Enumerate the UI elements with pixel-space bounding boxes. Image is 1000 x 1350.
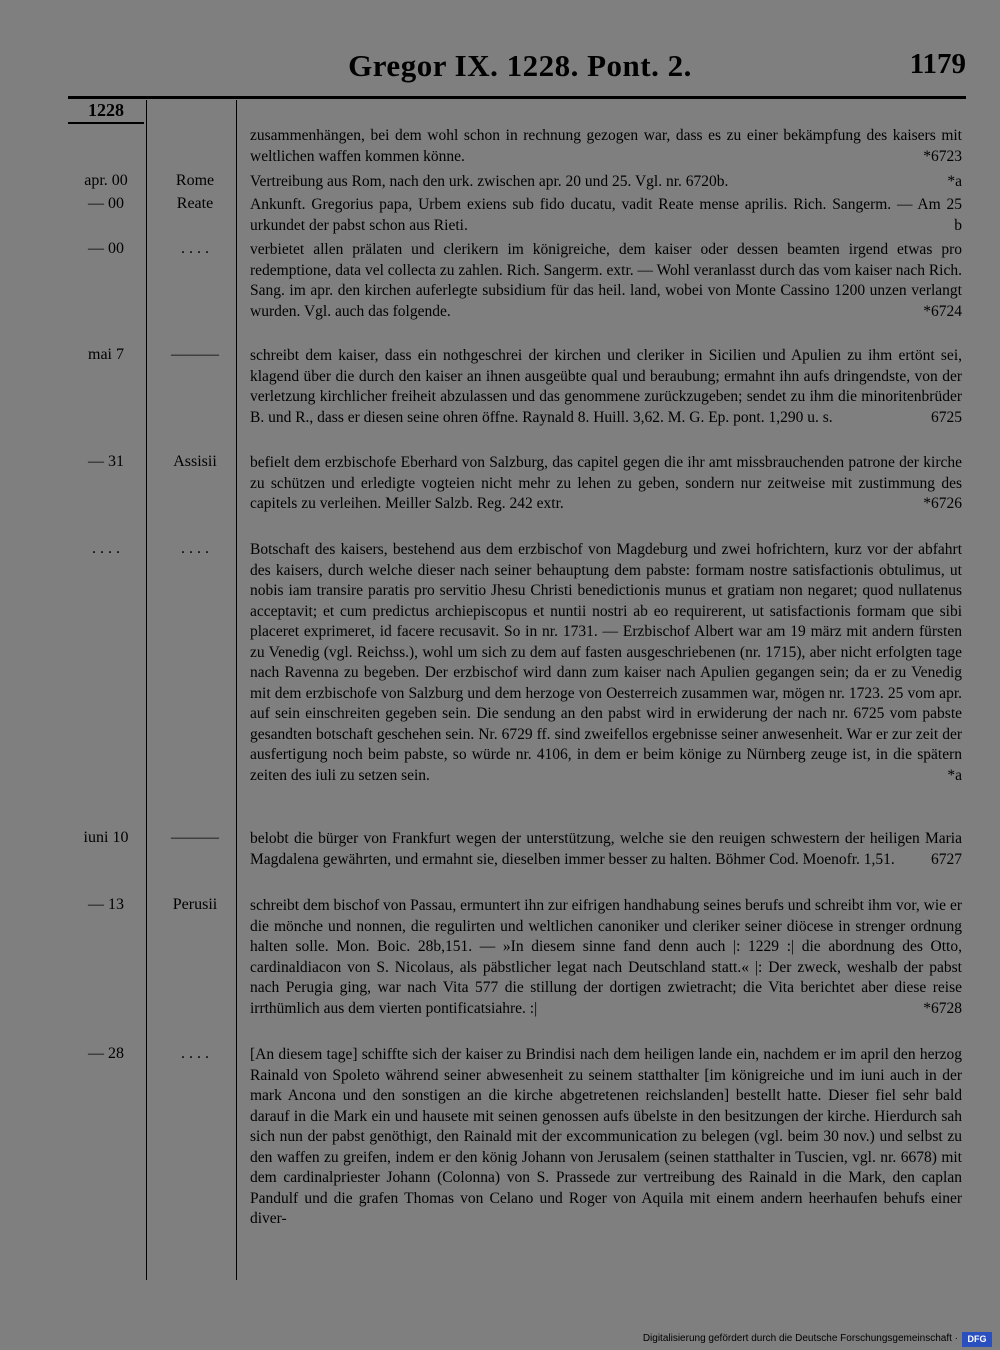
year-box (68, 100, 144, 124)
entry-place: Rome (175, 172, 215, 189)
entry-place: . . . . (181, 540, 209, 557)
entry-text: belobt die bürger von Frankfurt wegen der unterstützung, welche sie den reuigen schwestern der heiligen Maria Magdalena gewährten, und ermahnt sie, dieselben immer besser zu halten. Böhmer Cod. Moenofr. 1,51. (250, 830, 962, 868)
header-rule (68, 96, 966, 99)
page-title: Gregor IX. 1228. Pont. 2. (348, 48, 692, 83)
entry-text: Ankunft. Gregorius papa, Urbem exiens sub fido ducatu, vadit Reate mense aprilis. Rich. Sangerm. — Am 25 urkundet der pabst schon aus Rieti. (250, 196, 962, 234)
column-divider-date (146, 100, 147, 1280)
list-item (250, 829, 962, 870)
list-item (250, 240, 962, 322)
list-item (250, 896, 962, 1019)
entry-text: befielt dem erzbischofe Eberhard von Salzburg, das capitel gegen die ihr amt missbrauchenden patrone der kirche zu schützen und erledigte vogteien nicht mehr zu lehen zu geben, sondern nur zeitweise mit zustimmung des capitels zu verleihen. Meiller Salzb. Reg. 242 extr. (250, 454, 962, 512)
list-item (250, 172, 962, 193)
page-header (0, 48, 1000, 92)
year-label: 1228 (88, 100, 124, 120)
entry-ref: *6728 (923, 999, 962, 1017)
entry-ref: *a (947, 766, 962, 784)
entry-ref: *6723 (923, 147, 962, 165)
column-divider-place (236, 100, 237, 1280)
entry-place: . . . . (181, 1045, 209, 1062)
entry-date: . . . . (92, 540, 120, 557)
list-item (250, 346, 962, 428)
entry-date: mai 7 (88, 346, 124, 363)
list-item (250, 1045, 962, 1230)
page-number: 1179 (909, 48, 966, 80)
list-item (250, 195, 962, 236)
list-item (250, 126, 962, 167)
entry-ref: *a (947, 173, 962, 190)
entry-place: ——— (171, 346, 219, 363)
entry-ref: *6726 (923, 495, 962, 512)
entry-place: ——— (171, 829, 219, 846)
entry-text: [An diesem tage] schiffte sich der kaiser zu Brindisi nach dem heiligen lande ein, nachdem er im april den herzog Rainald von Spoleto während seiner abwesenheit zu seinem statthalter [im königreiche und im iuni auch in der mark Ancona und den sonstigen an die kirche abgetretenen reichslanden] bestellt hatte. Dieser fiel sehr bald darauf in die Mark ein und hausete mit seinen genossen aufs übelste in den besitzungen der kirche. Hierdurch sah sich nun der pabst genöthigt, den Rainald mit der excommunication zu belegen (vgl. beim 30 nov.) und selbst zu den waffen zu greifen, indem er den könig Johann von Jerusalem (seinen statthalter in Tuscien, vgl. nr. 6678) mit dem cardinalpriester Johann (Colonna) von S. Prassede zur vertreibung des Rainald in die Mark, den caplan Pandulf und die grafen Thomas von Celano und Roger von Aquila mit einem andern heerhaufen behufs einer diver- (250, 1046, 962, 1227)
entry-ref: 6725 (931, 408, 962, 426)
entry-place: . . . . (181, 240, 209, 257)
footer-credit: Digitalisierung gefördert durch die Deutsche Forschungsgemeinschaft · (642, 1333, 958, 1344)
entry-date: iuni 10 (83, 829, 129, 846)
list-item (250, 540, 962, 786)
entry-place: Assisii (173, 453, 217, 470)
entry-text: verbietet allen prälaten und clerikern im königreiche, dem kaiser oder dessen beamten irgend etwas pro redemptione, data vel collecta zu zahlen. Rich. Sangerm. extr. — Wohl veranlasst durch das vom kaiser nach Rich. Sang. im apr. den kirchen auferlegte subsidium für das heil. land, wobei von Monte Cassino 1200 unzen verlangt wurden. Vgl. auch das folgende. (250, 241, 962, 320)
entry-date: — 28 (88, 1045, 124, 1062)
entry-text: schreibt dem kaiser, dass ein nothgeschrei der kirchen und cleriker in Sicilien und Apulien zu ihm ertönt sei, klagend über die durch den kaiser an ihnen ausgeübte qual und beraubung; ermahnt ihn aufs dringendste, von der verletzung kirchlicher freiheit abzulassen und das genommene zurückzugeben; sendet zu ihm die minoritenbrüder B. und R., dass er diesen seine ohren öffne. Raynald 8. Huill. 3,62. M. G. Ep. pont. 1,290 u. s. (250, 347, 962, 426)
entry-text: schreibt dem bischof von Passau, ermuntert ihn zur eifrigen handhabung seines berufs und schreibt ihm vor, wie er die mönche und nonnen, die regulirten und weltlichen canoniker und cleriker seiner diöcese in strenger ordnung halten solle. Mon. Boic. 28b,151. — »In diesem sinne fand denn auch |: 1229 :| die abordnung des Otto, cardinaldiacon von S. Nicolaus, als päbstlicher legat nach Deutschland statt.« |: Der zweck, weshalb der pabst nach Perugia ging, war nach Vita 577 die stillung der dortigen zwietracht; die Vita berichtet aber diese reise irrthümlich aus dem vierten pontificatsiahre. :| (250, 897, 962, 1017)
list-item (250, 453, 962, 515)
entry-date: — 13 (88, 896, 124, 913)
entry-ref: *6724 (923, 302, 962, 320)
entry-place: Reate (176, 195, 214, 212)
entry-ref: b (954, 216, 962, 234)
entry-date: apr. 00 (84, 172, 128, 189)
entry-date: — 00 (88, 195, 124, 212)
entry-date: — 00 (88, 240, 124, 257)
footer (0, 1331, 1000, 1350)
entry-date: — 31 (88, 453, 124, 470)
entry-text: zusammenhängen, bei dem wohl schon in rechnung gezogen war, dass es zu einer bekämpfung des kaisers mit weltlichen waffen kommen könne. (250, 127, 962, 165)
entry-text: Vertreibung aus Rom, nach den urk. zwischen apr. 20 und 25. Vgl. nr. 6720b. (250, 173, 729, 190)
entry-place: Perusii (172, 896, 218, 913)
entry-text: Botschaft des kaisers, bestehend aus dem erzbischof von Magdeburg und zwei hofrichtern, kurz vor der abfahrt des kaisers, durch welche dieser nach seiner behauptung dem pabste: formam nostre satisfactionis obtulimus, ut nobis iam transire paratis pro servitio Jhesu Christi benedictionis munus et gratiam non negaret; quod nullatenus acceptavit; et cum predictus archiepiscopus et nuntii nostri ab eo requirerent, ut satisfactionis formam que sibi placeret exprimeret, id facere recusavit. So in nr. 1731. — Erzbischof Albert war am 19 märz mit andern fürsten zu Venedig (vgl. Reichss.), wohl um sich zu dem auf fasten ausgeschriebenen (nr. 1715), aber nicht erfolgten tage nach Ravenna zu begeben. Der erzbischof wird dann zum kaiser nach Apulien gegangen sein; da er zu Venedig mit dem erzbischofe von Salzburg und dem herzoge von Oesterreich zusammen war, mögen nr. 1723. 25 vom apr. auf sein einschreiten gegeben sein. Die sendung an den pabst wird in erwiderung der nach nr. 6725 vom pabste gesandten botschaft geschehen sein. Nr. 6729 ff. sind zweifellos ergebnisse seiner anwesenheit. War er zur zeit der ausfertigung noch beim pabste, so würde nr. 4106, in dem er beim könige zu Nürnberg zeuge ist, in die spätern zeiten des iuli zu setzen sein. (250, 541, 962, 784)
dfg-logo: DFG (962, 1332, 992, 1347)
entry-ref: 6727 (931, 850, 962, 868)
